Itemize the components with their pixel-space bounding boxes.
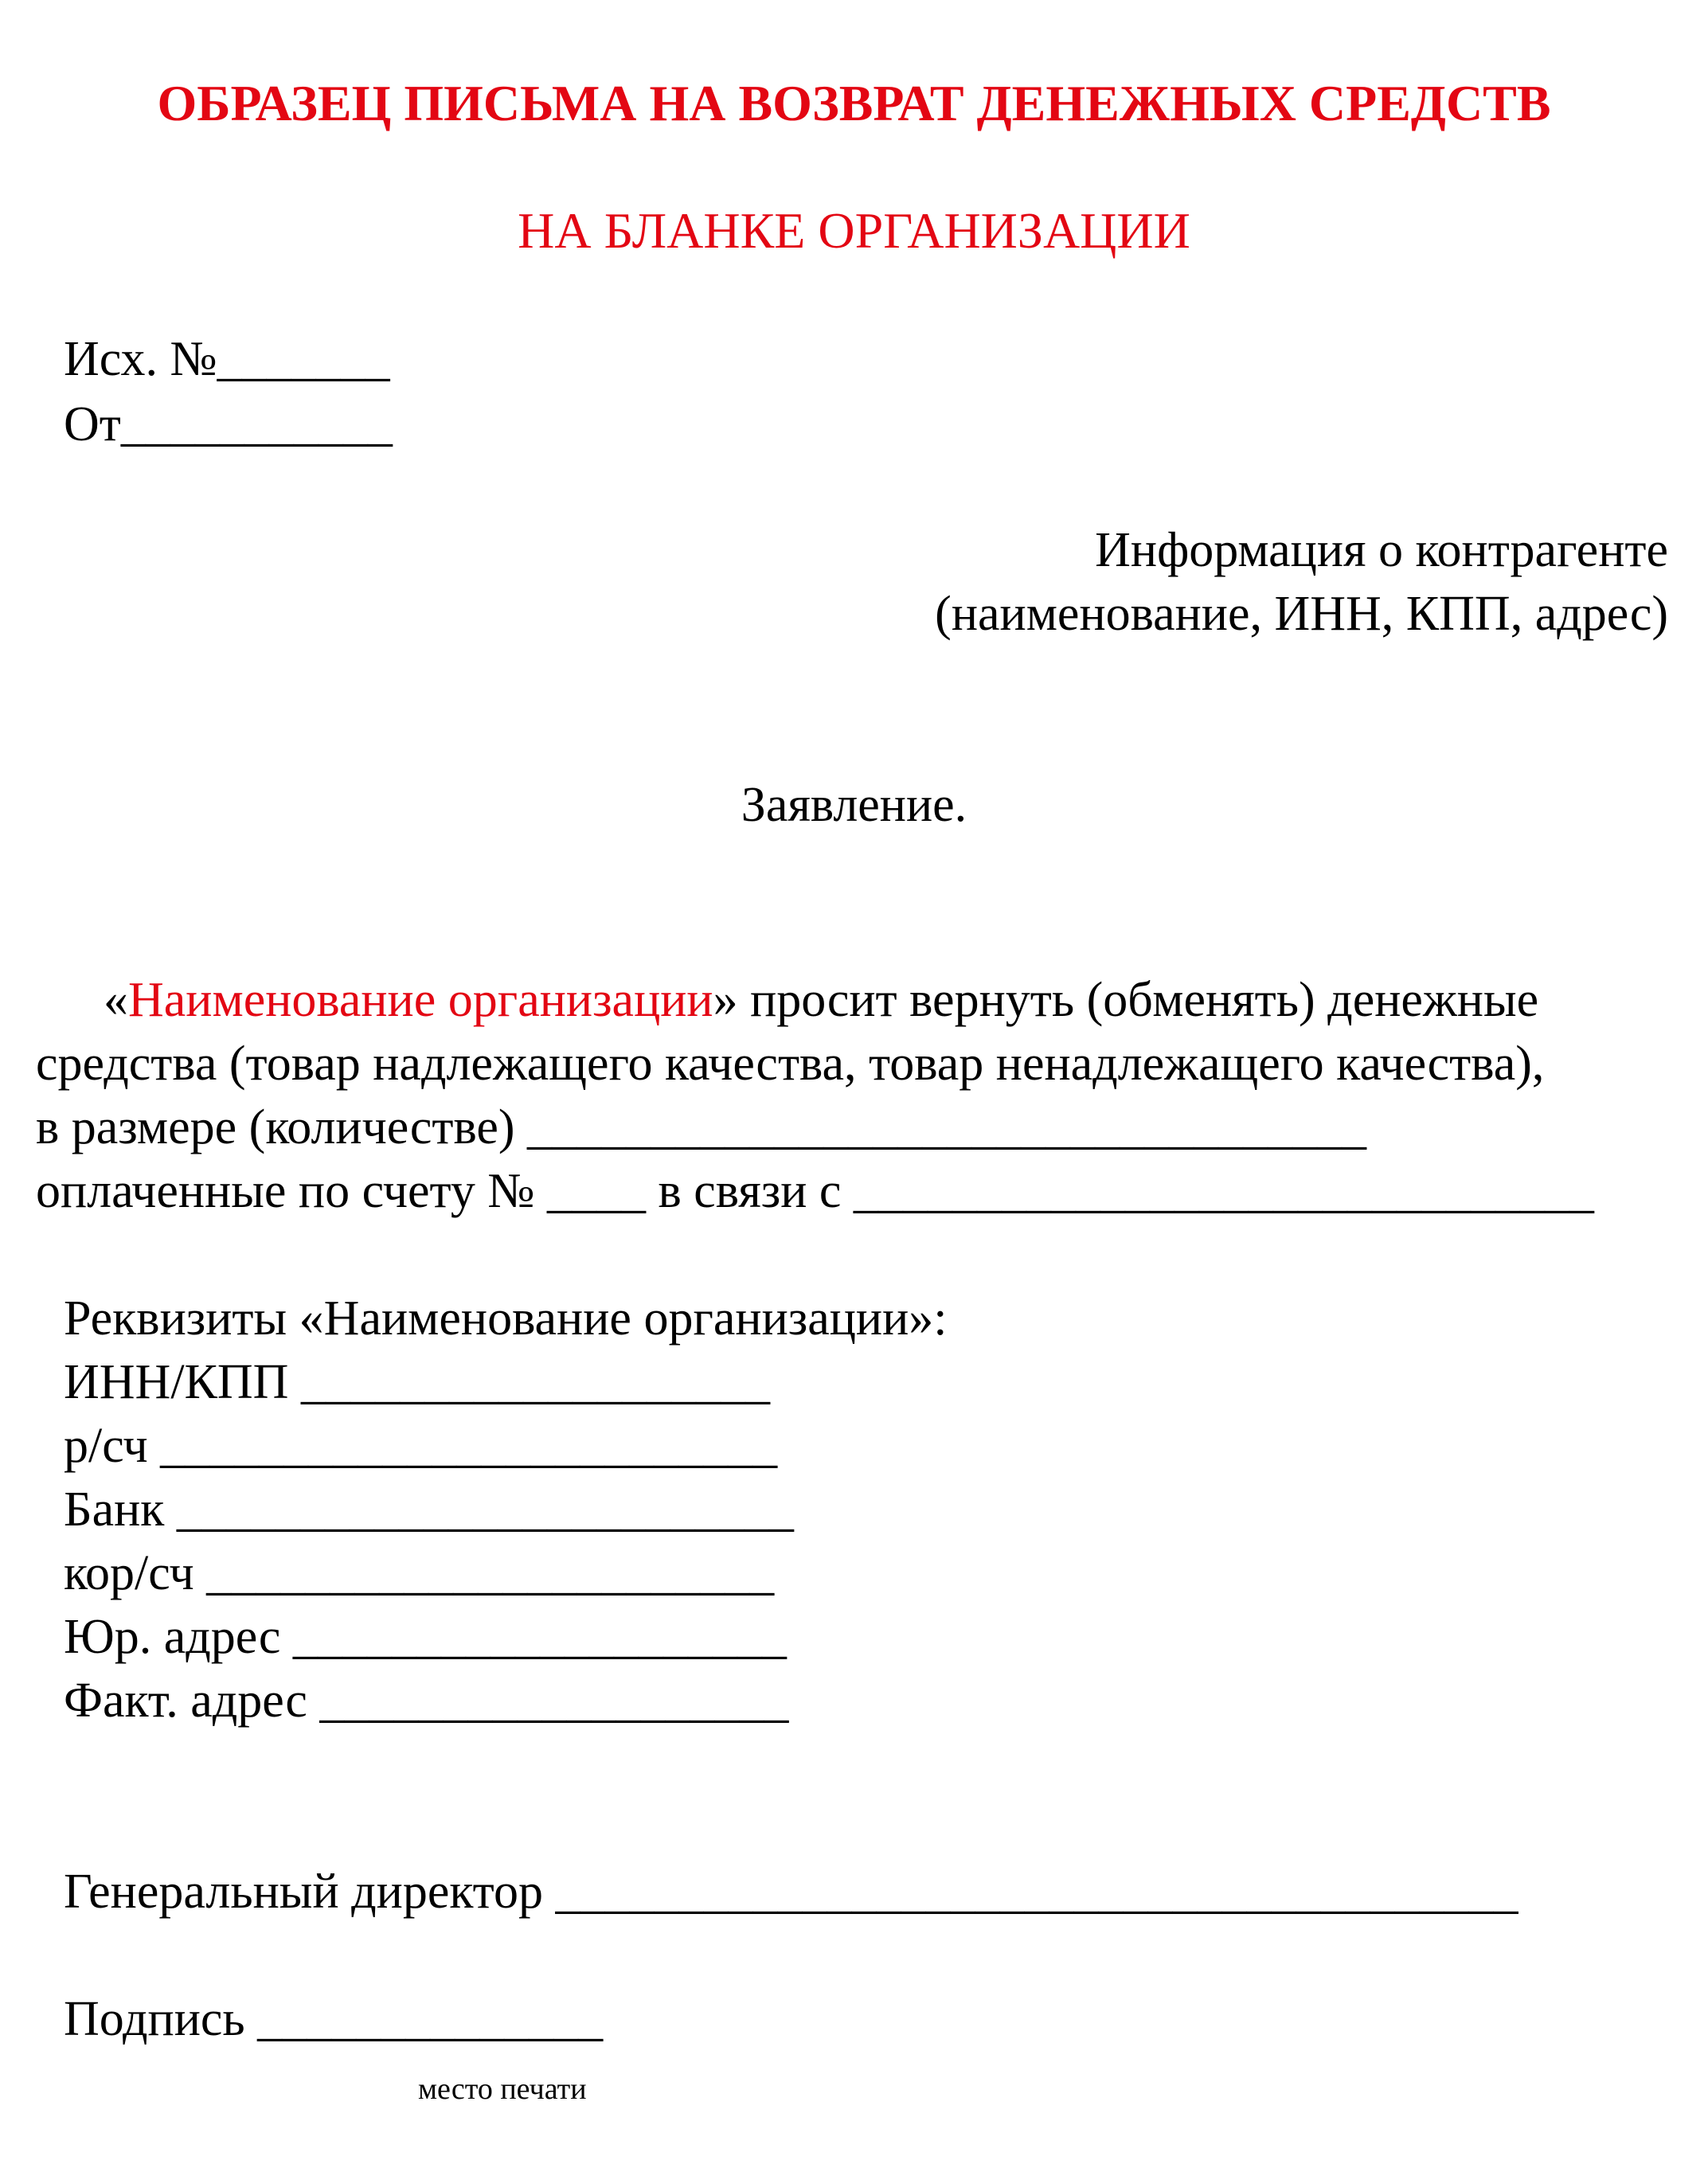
body-paragraph-line-3: в размере (количестве) __________________________________ [36, 1100, 1367, 1154]
body-line-1-rest: » просит вернуть (обменять) денежные [713, 973, 1539, 1027]
director-signature-line: Генеральный директор _______________________________________ [64, 1865, 1518, 1919]
requisites-actual-address: Факт. адрес ___________________ [64, 1674, 789, 1728]
requisites-legal-address: Юр. адрес ____________________ [64, 1610, 787, 1664]
outgoing-date-line: От___________ [64, 397, 393, 451]
document-title: Заявление. [741, 778, 967, 832]
stamp-place-label: место печати [418, 2072, 587, 2106]
signature-line: Подпись ______________ [64, 1992, 604, 2046]
body-paragraph-line-4: оплаченные по счету № ____ в связи с ______________________________ [36, 1164, 1594, 1218]
requisites-account: р/сч _________________________ [64, 1419, 778, 1473]
requisites-inn-kpp: ИНН/КПП ___________________ [64, 1355, 770, 1409]
organization-name-placeholder: Наименование организации [128, 973, 713, 1027]
recipient-info-line-2: (наименование, ИНН, КПП, адрес) [935, 587, 1668, 641]
letter-template-title: ОБРАЗЕЦ ПИСЬМА НА ВОЗВРАТ ДЕНЕЖНЫХ СРЕДСТВ [157, 75, 1551, 131]
letterhead-subtitle: НА БЛАНКЕ ОРГАНИЗАЦИИ [518, 202, 1190, 259]
body-paragraph-line-1 [104, 975, 1538, 1025]
body-paragraph-line-2: средства (товар надлежащего качества, товар ненадлежащего качества), [36, 1037, 1545, 1091]
recipient-info-line-1: Информация о контрагенте [1095, 523, 1668, 577]
requisites-corr-account: кор/сч _______________________ [64, 1546, 775, 1600]
requisites-heading: Реквизиты «Наименование организации»: [64, 1291, 948, 1346]
outgoing-number-line: Исх. №_______ [64, 332, 390, 386]
requisites-bank: Банк _________________________ [64, 1482, 794, 1537]
quote-open: « [104, 973, 128, 1027]
